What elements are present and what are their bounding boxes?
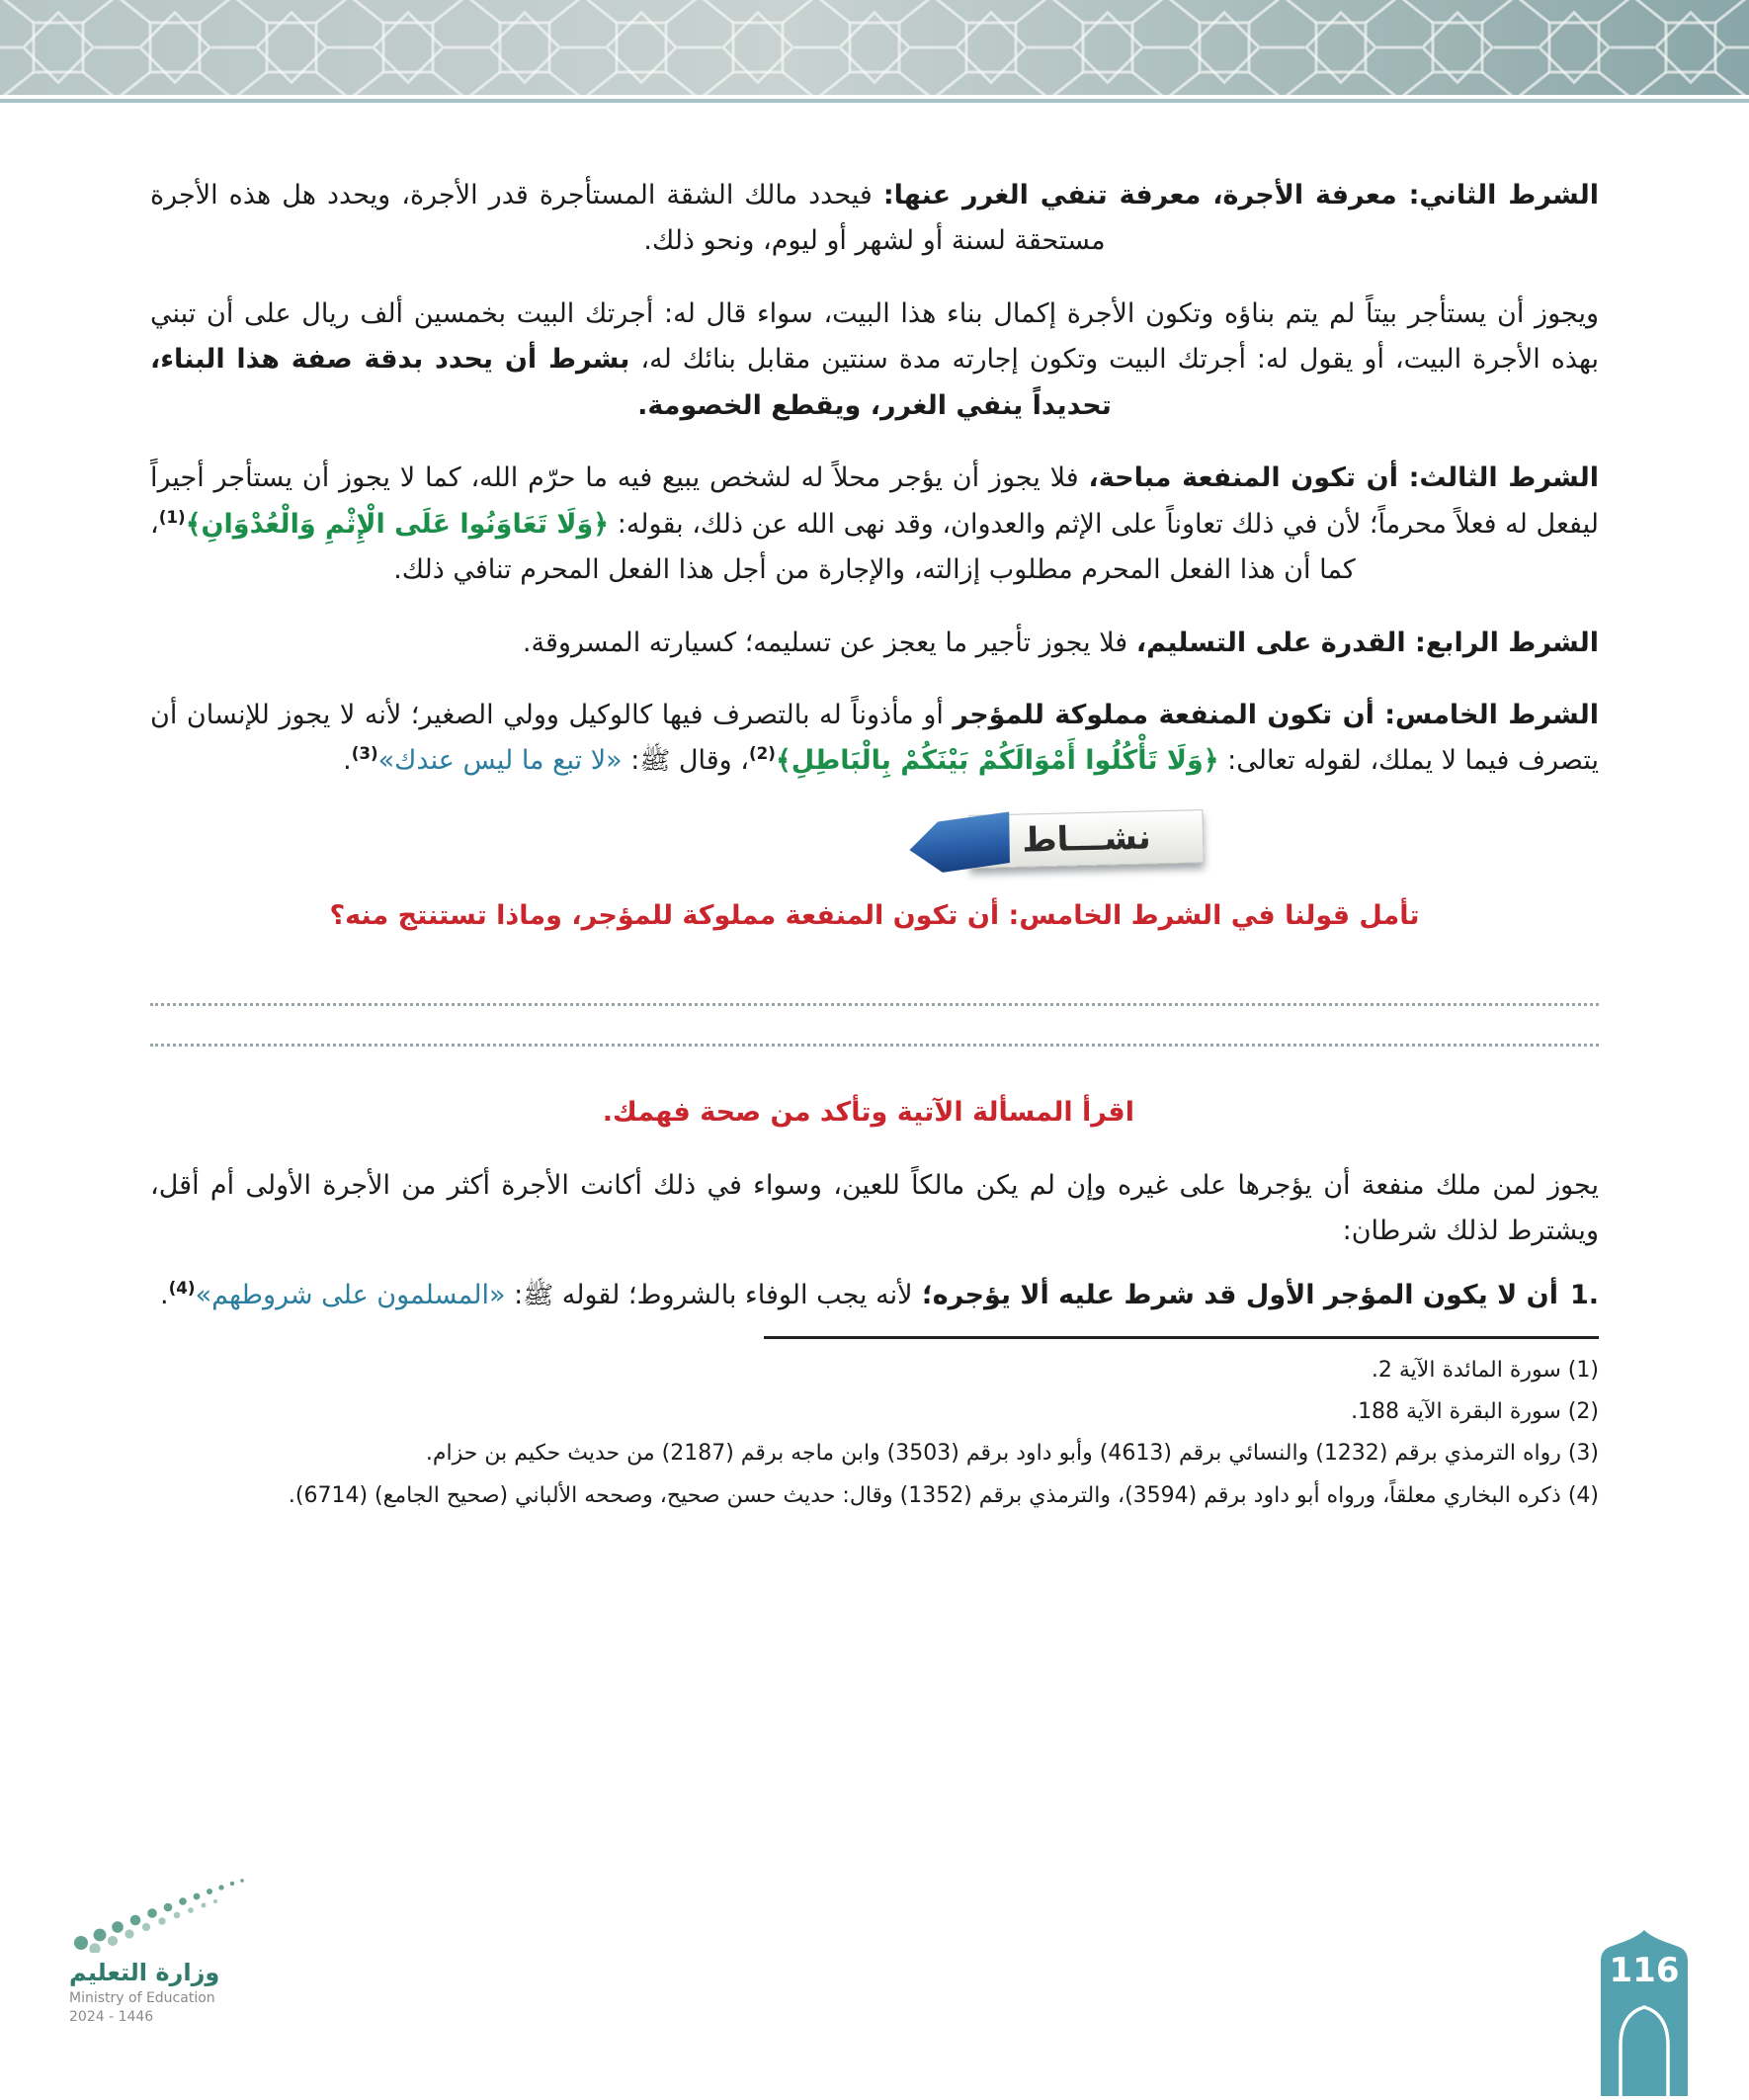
paragraph-condition-2 (150, 173, 1599, 265)
condition-3-body1: فلا يجوز أن يؤجر محلاً له لشخص يبيع فيه ما حرّم الله، كما لا يجوز أن يستأجر أجيراً ليفعل له فعلاً محرماً؛ لأن في ذلك تعاوناً على الإثم والعدوان، وقد نهى الله عن ذلك، بقوله: (150, 462, 1600, 540)
footnotes-section (150, 1336, 1599, 1520)
condition-4-body: فلا يجوز تأجير ما يعجز عن تسليمه؛ كسيارته المسروقة. (522, 627, 1136, 658)
unbuilt-house-condition: بشرط أن يحدد بدقة صفة هذا البناء، تحديداً ينفي الغرر، ويقطع الخصومة. (150, 344, 1112, 421)
condition-5-body1: أو مأذوناً له بالتصرف فيها كالوكيل وولي الصغير؛ لأنه لا يجوز للإنسان أن يتصرف فيما لا يملك، لقوله تعالى: (150, 699, 1599, 777)
footnote-1: (1) سورة المائدة الآية 2. (1371, 1358, 1599, 1383)
answer-line-1[interactable] (150, 966, 1599, 1006)
answer-line-2[interactable] (150, 1006, 1599, 1047)
paragraph-condition-4 (150, 621, 1599, 666)
ministry-name-english: Ministry of Education (69, 1990, 215, 2006)
item-1-condition: أن لا يكون المؤجر الأول قد شرط عليه ألا يؤجره؛ (912, 1279, 1558, 1310)
ministry-logo (69, 1876, 306, 2025)
footnote-ref-3: (3) (351, 743, 378, 764)
paragraph-condition-5 (150, 693, 1599, 785)
page-content (0, 103, 1749, 1318)
condition-2-title: الشرط الثاني: معرفة الأجرة، معرفة تنفي الغرر عنها: (882, 180, 1599, 210)
condition-5-title: الشرط الخامس: أن تكون المنفعة مملوكة للمؤجر (953, 699, 1599, 730)
footnote-ref-4: (4) (168, 1277, 196, 1298)
hadith-muslims-conditions: «المسلمون على شروطهم» (195, 1279, 506, 1310)
unbuilt-house-body: ويجوز أن يستأجر بيتاً لم يتم بناؤه وتكون الأجرة إكمال بناء هذا البيت، سواء قال له: أجرتك البيت بخمسين ألف ريال على أن تبني بهذه الأجرة البيت، أو يقول له: أجرتك البيت وتكون إجارته مدة سنتين مقابل بنائك له، (150, 297, 1600, 376)
colon: : (505, 1279, 524, 1310)
condition-3-title: الشرط الثالث: أن تكون المنفعة مباحة، (1088, 462, 1599, 494)
ministry-dots-icon (69, 1876, 296, 1953)
paragraph-unbuilt-house (150, 292, 1599, 429)
activity-banner (968, 809, 1204, 869)
activity-label: نشـــاط (1021, 816, 1152, 861)
page-number: 116 (1609, 1951, 1680, 1990)
page-number-badge (1599, 1928, 1690, 2100)
ministry-years: 2024 - 1446 (69, 2009, 154, 2025)
footnote-3: (3) رواه الترمذي برقم (1232) والنسائي برقم (4613) وأبو داود برقم (3503) وابن ماجه برقم (2187) من حديث حكيم بن حزام. (425, 1441, 1599, 1467)
activity-question: تأمل قولنا في الشرط الخامس: أن تكون المنفعة مملوكة للمؤجر، وماذا تستنتج منه؟ (329, 899, 1420, 931)
paragraph-condition-3 (150, 456, 1599, 593)
footnote-divider (764, 1336, 1599, 1339)
exercise-item-1 (150, 1273, 1599, 1318)
footnote-4: (4) ذكره البخاري معلقاً، ورواه أبو داود برقم (3594)، والترمذي برقم (1352) وقال: حديث حسن صحيح، وصححه الألباني (صحيح الجامع) (6714). (288, 1482, 1599, 1508)
period: . (160, 1279, 169, 1310)
colon: : (622, 745, 640, 777)
quran-verse-batil: ﴿وَلَا تَأْكُلُوا أَمْوَالَكُمْ بَيْنَكُمْ بِالْبَاطِلِ﴾ (775, 745, 1219, 777)
condition-4-title: الشرط الرابع: القدرة على التسليم، (1135, 627, 1599, 658)
condition-2-body: فيحدد مالك الشقة المستأجرة قدر الأجرة، ويحدد هل هذه الأجرة مستحقة لسنة أو لشهر أو ليوم، ونحو ذلك. (150, 180, 1106, 257)
footnote-ref-2: (2) (748, 743, 776, 764)
activity-arrow-icon (907, 811, 1015, 877)
period: . (343, 745, 352, 777)
ministry-name-arabic: وزارة التعليم (69, 1959, 220, 1986)
item-1-body: لأنه يجب الوفاء بالشروط؛ لقوله (553, 1279, 913, 1310)
pbuh-symbol: ﷺ (639, 746, 671, 777)
quran-verse-awn: ﴿وَلَا تَعَاوَنُوا عَلَى الْإِثْمِ وَالْعُدْوَانِ﴾ (185, 508, 610, 540)
item-number: 1. (1569, 1279, 1599, 1310)
condition-3-body2: ، كما أن هذا الفعل المحرم مطلوب إزالته، والإجارة من أجل هذا الفعل المحرم تنافي ذلك. (150, 508, 1356, 586)
footnote-2: (2) سورة البقرة الآية 188. (1351, 1399, 1599, 1425)
hadith-la-tabi: «لا تبع ما ليس عندك» (377, 745, 623, 777)
exercise-heading: اقرأ المسألة الآتية وتأكد من صحة فهمك. (602, 1097, 1134, 1129)
pbuh-symbol: ﷺ (523, 1280, 554, 1310)
exercise-intro: يجوز لمن ملك منفعة أن يؤجرها على غيره وإن لم يكن مالكاً للعين، وسواء في ذلك أكانت الأجرة أكثر من الأجرة الأولى أم أقل، ويشترط لذلك شرطان: (150, 1169, 1599, 1247)
footnote-ref-1: (1) (158, 506, 186, 527)
condition-5-mid: ، وقال (670, 745, 749, 777)
islamic-pattern-band (0, 0, 1749, 95)
